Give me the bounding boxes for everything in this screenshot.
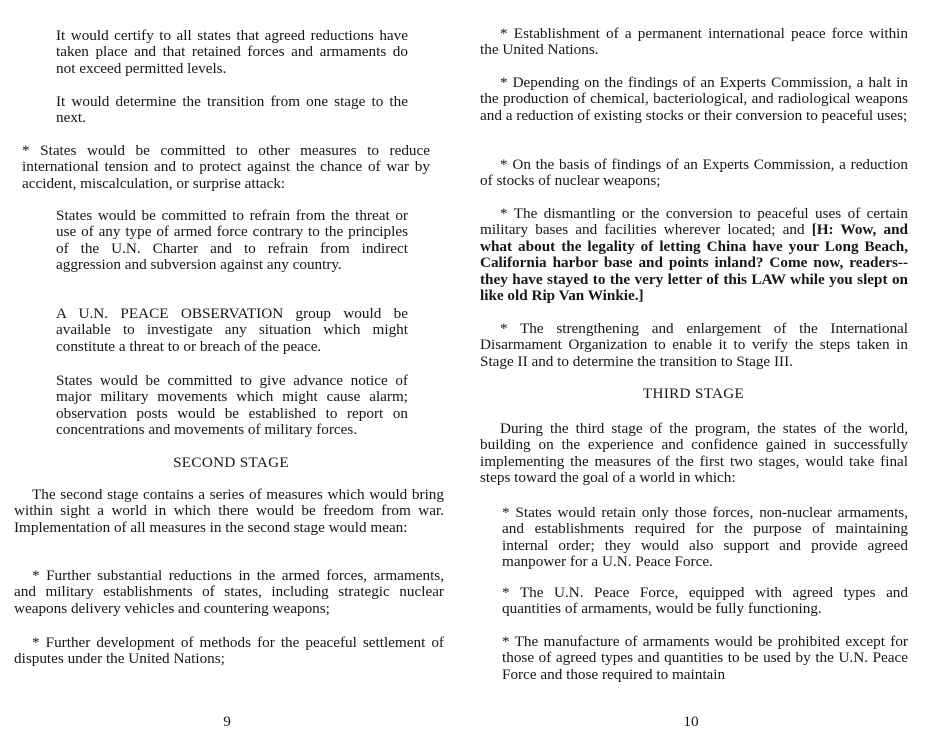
right-paragraph-chemical-weapons: * Depending on the findings of an Experts Commission, a halt in the production of chemical, bacteriological, and radiological weapons and a reduction of existing stocks or their conversion to peaceful uses; xyxy=(480,74,908,124)
left-page xyxy=(0,0,462,737)
editorial-comment: [H: Wow, and what about the legality of letting China have your Long Beach, California harbor base and points inland? Come now, readers--they have stayed to the very letter of this LAW while you slept on like old Rip Van Winkie.] xyxy=(480,221,908,305)
page-number-left: 9 xyxy=(223,713,231,730)
left-paragraph-further-reductions: * Further substantial reductions in the armed forces, armaments, and military establishments of states, including strategic nuclear weapons delivery vehicles and countering weapons; xyxy=(14,567,444,617)
right-paragraph-peace-force: * Establishment of a permanent international peace force within the United Nations. xyxy=(480,25,908,59)
right-paragraph-peace-force-functioning: * The U.N. Peace Force, equipped with agreed types and quantities of armaments, would be fully functioning. xyxy=(502,584,908,618)
left-paragraph-certify: It would certify to all states that agreed reductions have taken place and that retained forces and armaments do not exceed permitted levels. xyxy=(56,27,408,77)
second-stage-heading: SECOND STAGE xyxy=(173,454,289,471)
right-paragraph-disarmament-org: * The strengthening and enlargement of the International Disarmament Organization to enable it to verify the steps taken in Stage II and to determine the transition to Stage III. xyxy=(480,320,908,370)
left-paragraph-peaceful-settlement: * Further development of methods for the peaceful settlement of disputes under the United Nations; xyxy=(14,634,444,668)
left-paragraph-advance-notice: States would be committed to give advance notice of major military movements which might cause alarm; observation posts would be established to report on concentrations and movements of military forces. xyxy=(56,372,408,439)
left-paragraph-refrain-threat: States would be committed to refrain from the threat or use of any type of armed force contrary to the principles of the U.N. Charter and to refrain from indirect aggression and subversion against any country. xyxy=(56,207,408,274)
left-paragraph-tension-measures: * States would be committed to other measures to reduce international tension and to protect against the chance of war by accident, miscalculation, or surprise attack: xyxy=(22,142,430,192)
right-paragraph-third-stage-intro: During the third stage of the program, the states of the world, building on the experience and confidence gained in successfully implementing the measures of the first two stages, would take final steps toward the goal of a world in which: xyxy=(480,420,908,487)
page-number-right: 10 xyxy=(683,713,699,730)
left-paragraph-peace-observation: A U.N. PEACE OBSERVATION group would be available to investigate any situation which might constitute a threat to or breach of the peace. xyxy=(56,305,408,355)
third-stage-heading: THIRD STAGE xyxy=(642,385,745,402)
right-page xyxy=(462,0,925,737)
left-paragraph-second-stage-intro: The second stage contains a series of measures which would bring within sight a world in which there would be freedom from war. Implementation of all measures in the second stage would mean: xyxy=(14,486,444,536)
right-paragraph-retain-forces: * States would retain only those forces, non-nuclear armaments, and establishments required for the purpose of maintaining internal order; they would also support and provide agreed manpower for a U.N. Peace Force. xyxy=(502,504,908,571)
right-paragraph-manufacture-prohibited: * The manufacture of armaments would be prohibited except for those of agreed types and quantities to be used by the U.N. Peace Force and those required to maintain xyxy=(502,633,908,683)
right-paragraph-dismantling-bases xyxy=(480,206,908,304)
right-paragraph-nuclear-stocks: * On the basis of findings of an Experts Commission, a reduction of stocks of nuclear weapons; xyxy=(480,156,908,190)
dismantling-text: * The dismantling or the conversion to peaceful uses of certain military bases and facilities wherever located; and xyxy=(480,205,908,239)
left-paragraph-transition: It would determine the transition from one stage to the next. xyxy=(56,93,408,127)
